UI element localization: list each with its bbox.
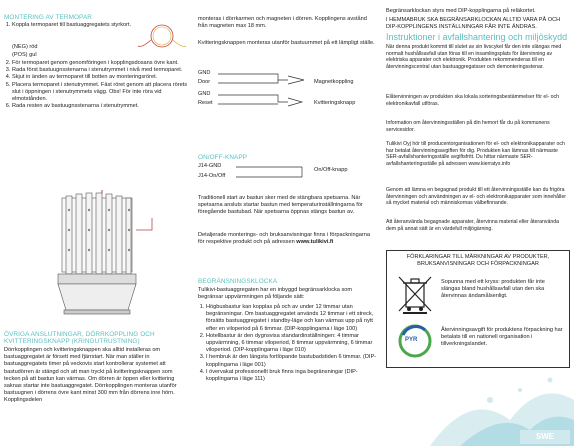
reset-button-paragraph: Kvitteringsknappen monteras utanför bastuurnmet på ett lämpligt ställe. [198,40,375,46]
wire-label-door: Door [198,79,211,85]
sauna-heater-illustration [32,190,182,320]
limiter-mode-item: 4. I övervakat professionellt bruk finns inga begränsningar (DIP-kopplingarna i läge 111) [206,369,382,383]
home-use-warning: I HEMMABRUK SKA BEGRÄNSARKLOCKAN ALLTID VARA PÅ OCH DIP-KOPPLINGENS INSTÄLLNINGAR FÅR INTE ÄNDRAS. [386,17,561,31]
recycling-paragraph-5: Genom att lämna en begagnad produkt till ett återvinningsställe kan du frigöra återvinningen och användningen av el- och elektronikapparater som innehåller så mycket material och människornas välbefinnande. [386,187,566,207]
pyr-logo-text: PYR [405,337,418,343]
step-item: 1. Koppla termoparet till bastuaggregatets styrkort. [12,22,142,29]
wire-neg-label: (NEG) röd [12,44,38,50]
manuals-paragraph [198,232,378,246]
recycling-paragraph-1: När denna produkt kommit till slutet av sin livscykel får den inte slängas med normalt hushållsavfall utan föras till en insamlingsplats för återvinning av elektriska apparater och elektronik. Produkten rekommenderas till en återvinningscentral utan bastuaggregatsser och demonteringsstenar. [386,44,562,70]
limiter-intro: Tulikivi-bastuaggregaten har en inbyggd begränsarklocka som begränsar uppvärmningen på följande sätt: [198,287,353,301]
pyr-description: Återvinningsavgift för produktens förpackning har betalats till en nationell organisation i tillverkningslandet. [441,327,563,348]
wire-label-reset: Reset [198,100,213,106]
step-item: 4. Skjut in änden av termoparet till botten av monteringsröret. [12,74,194,81]
limiter-modes-list [198,304,382,383]
wire-label-j14-gnd: J14-GND [198,163,222,169]
recycling-heading: Instruktioner i avfallshantering och miljöskydd [386,32,568,42]
recycling-paragraph-4: Tulikivi Oyj hör till producentorganisationen för el- och elektronikapparater och har betalat återvinningsavgiften för dig. Produkten kan lämnas till närmaste SER-avfallshanteringsställe avgiftsfritt. Du hittar närmaste SER-avfallshanteringsställe på adressen www.kierratys.info [386,141,565,167]
wire-label-gnd-2: GND [198,91,211,97]
thermocouple-steps-cont [4,60,194,110]
limiter-mode-item: 1. Högbusbastur kan kopplas på och av under 12 timmar utan begränsningar. Om bastuaggregatet används 12 timmar i ett streck, försätts bastuaggregatet i standby-läge och kan värmas upp på nytt efter en viloperiod på 6 timmar. (DIP-kopplingarna i läge 100) [206,304,382,333]
markings-box [386,250,570,368]
limiter-mode-item: 2. Hotellbastur är den dygnsvisa standardinställningen: 4 timmar uppvärmning, 6 timmar viloperiod, 8 timmar uppvärmning, 6 timmar viloperiod. (DIP-kopplingarna i läge 010) [206,333,382,355]
thermocouple-wire-illustration [136,22,188,52]
traditional-start-paragraph: Traditionell start av bastun sker med de stängbara spetsarna. När spetsarna ansluts startar bastun med temperaturinställningarna för föregående bastubad. När spetsarna öppnas stängs bastun av. [198,195,363,216]
recycling-paragraph-2: Elåtervinningen av produkten ska lokala sorteringsbestämmelser för el- och elektronikavfall utföras. [386,94,560,107]
wiring-diagram-door-reset [198,70,378,118]
limiter-mode-item: 3. I hembruk är den längsta fortlöpande bastubadstiden 6 timmar. (DIP-kopplingarna i läge 001) [206,354,382,368]
weee-description: Sopunna med ett kryss: produkten får inte slängas bland hushållsavfall utan den ska återvinnas ändamålsenligt. [441,279,545,300]
section-heading-connections: ÖVRIGA ANSLUTNINGAR, DÖRRKOPPLING OCH KVITTERINGSKNAPP (KRINGUTRUSTNING) [4,331,155,345]
step-item: 2. För termoparet genom genomföringen i kopplingsdosans övre kant. [12,60,194,67]
connections-paragraph: Dörrkopplingen och kvitteringsknappen ska alltid installeras om bastuaggregatet är försett med fjärrstart. När man ställer in bastuaggregatets timer på veckovis start kontrollerar systemet att bastudörren är stängd och att man tryckt på kvitteringsknappen som tecken på att bastun kan värmas. Om dörren är öppen eller kvittering saknas startar inte bastuaggregatet. Dörrkopplingen monteras utanför bastuugnen i dörrens övre kant minst 300 mm från dörrens inre hörn. Kopplingsdelen [4,347,177,404]
manuals-text: Detaljerade monterings- och bruksanvisningar finns i förpackningarna för respektive produkt och på adressen [198,232,370,246]
reset-button-label: Kvitteringsknapp [314,100,356,106]
recycling-paragraph-3: Information om återvinningsställen på din hemort får du på kommunens servicesidor. [386,120,550,133]
step-item: 6. Rada resten av bastuugnsstenarna i stenutrymmet. [12,103,194,110]
wire-label-j14-onoff: J14-On/Off [198,173,226,179]
onoff-switch-label: On/Off-knapp [314,167,348,173]
section-heading-onoff: ON/OFF-KNAPP [198,154,248,161]
tulikivi-link[interactable]: www.tulikivi.fi [296,239,334,246]
step-item: 5. Placera termoparet i stenutrymmet. Fäst röret genom att placera rörets slut i öppningen i stenutrymmets vägg. Obs! För inte röra vid elmotstånden. [12,82,194,104]
section-heading-limiter: BEGRÄNSNINGSKLOCKA [198,278,278,285]
wire-pos-label: (POS) gul [12,52,37,58]
onoff-wiring-lines [236,163,316,185]
language-label: SWE [520,430,570,444]
recycling-paragraph-6: Att återanvända begagnade apparater, återvinna material eller återanvända dem på annat sätt är en värdefull miljögärning. [386,219,560,232]
wiring-lines [218,70,314,110]
thermocouple-steps [4,22,142,29]
door-switch-paragraph: monteras i dörrkarmen och magneten i dörren. Kopplingens avstånd från magneten max 18 mm. [198,16,367,30]
magnet-switch-label: Magnetkoppling [314,79,354,85]
section-heading-thermocouple: MONTERING AV TERMOPAR [4,14,93,21]
wire-label-gnd: GND [198,70,211,76]
wiring-diagram-onoff [198,163,378,185]
step-item: 3. Rada först bastuugnsstenarna i stenutrymmet i nivå med termoparet. [12,67,194,74]
crossed-bin-icon [397,275,433,315]
markings-heading: FÖRKLARINGAR TILL MÄRKNINGAR AV PRODUKTER, BRUKSANVISNINGAR OCH FÖRPACKNINGAR [406,254,550,268]
dip-switch-paragraph: Begränsarklockan styrs med DIP-kopplingarna på reläkortet. [386,8,536,14]
